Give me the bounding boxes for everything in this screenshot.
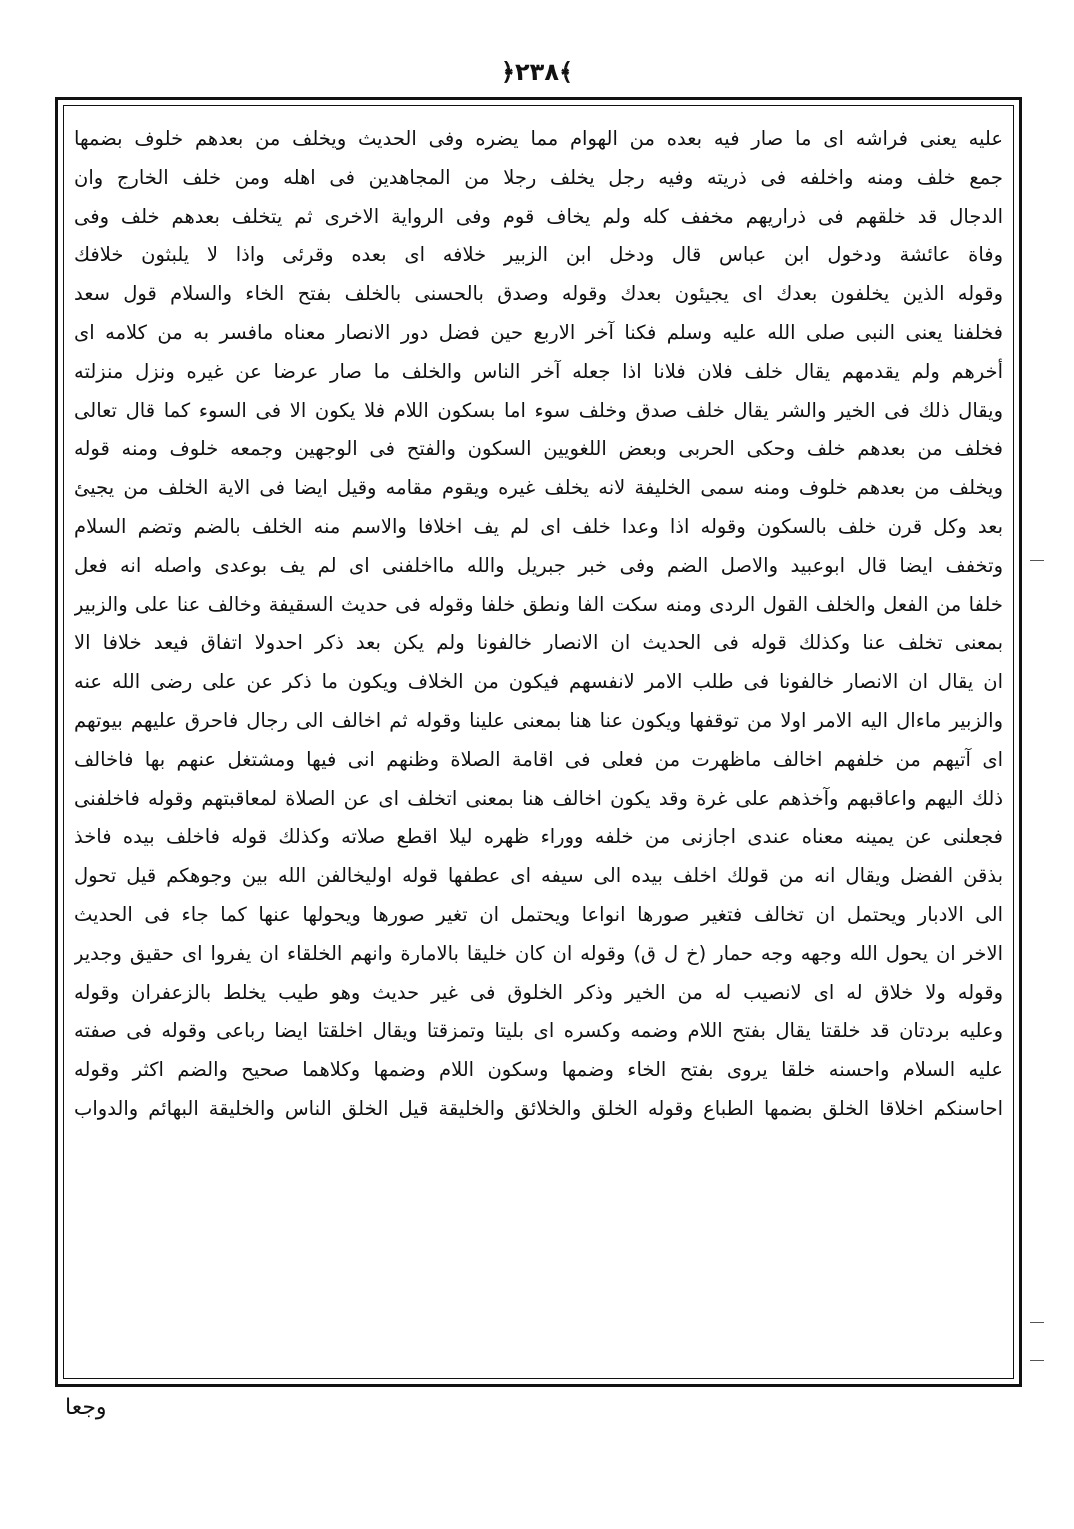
text-line: احاسنكم اخلاقا الخلق بضمها الطباع وقوله الخلق والخلائق والخليقة قيل الخلق الناس والخليقة البهائم والدواب (74, 1096, 1003, 1120)
text-line: خلفا من الفعل والخلف القول الردى ومنه سكت الفا ونطق خلفا وقوله فى حديث السقيفة وخالف عنا على والزبير (74, 592, 1003, 616)
catchword: وجعا (65, 1395, 107, 1420)
text-line: ذلك اليهم واعاقبهم وآخذهم على غرة وقد يكون اخالف هنا بمعنى اتخلف اى عن الصلاة لمعاقبتهم وقوله فاخلفنى (74, 786, 1003, 810)
text-line: عليه يعنى فراشه اى ما صار فيه بعده من الهوام مما يضره وفى الحديث ويخلف من بعدهم خلوف بضمها (74, 127, 1003, 150)
page-number: ﴿٢٣٨﴾ (500, 58, 574, 86)
text-line: بذقن الفضل ويقال انه من قولك اخلف بيده الى سيفه اى عطفها قوله اوليخالفن الله بين وجوهكم قيل تحول (74, 864, 1003, 888)
text-line: بمعنى تخلف عنا وكذلك قوله فى الحديث ان الانصار خالفونا ولم يكن بعد ذكر احدولا اتفاق فيعد خلافا الا (74, 631, 1003, 655)
margin-mark (1030, 1322, 1044, 1323)
text-line: اى آتيهم من خلفهم اخالف ماظهرت من فعلى فى اقامة الصلاة وظنهم انى فيها ومشتغل عنهم بها فاخالف (74, 747, 1003, 771)
text-line: أخرهم ولم يقدمهم يقال خلف فلان فلانا اذا جعله آخر الناس والخلف ما صار عرضا عن غيره ونزل منزلته (74, 359, 1003, 383)
text-line: ويقال ذلك فى الخير والشر يقال خلف صدق وخلف سوء اما بسكون اللام فلا يكون الا فى السوء كما قال تعالى (74, 398, 1003, 422)
text-line: ان يقال ان الانصار خالفونا فى طلب الامر لانفسهم فيكون من الخلاف ويكون ما ذكر عن على رضى الله عنه (74, 670, 1003, 694)
margin-mark (1030, 1360, 1044, 1361)
text-line: الاخر ان يحول الله وجهه وجه حمار (خ ل ق) وقوله ان كان خليقا بالامارة وانهم الخلقاء ان يفروا اى حقيق وجدير (74, 941, 1003, 965)
text-line: جمع خلف ومنه واخلفه فى ذريته وفيه رجل يخلف رجلا من المجاهدين فى اهله ومن خلف الخارج وان (74, 165, 1003, 189)
page-border (55, 97, 1022, 1387)
text-line: وقوله ولا خلاق له اى لانصيب له من الخير وذكر الخلوق فى غير حديث وهو طيب يخلط بالزعفران وقوله (74, 980, 1003, 1004)
text-line: الدجال قد خلقهم فى ذراريهم مخفف كله ولم يخاف قوم وفى الرواية الاخرى ثم يتخلف بعدهم خلف وفى (74, 204, 1003, 228)
text-line: وتخفف ايضا قال ابوعبيد والاصل الضم وفى خبر جبريل والله مااخلفنى اى لم يف بوعدى واصله انه فعل (74, 553, 1003, 577)
text-line: ويخلف من بعدهم خلوف ومنه سمى الخليفة لانه يخلف غيره ويقوم مقامه وقيل ايضا فى الاية الخلف من يجيئ (74, 476, 1003, 500)
margin-mark (1030, 560, 1044, 561)
text-line: وفاة عائشة ودخول ابن عباس قال ودخل ابن الزبير خلافه اى بعده وقرئى واذا لا يلبثون خلافك (74, 243, 1003, 267)
text-line: الى الادبار ويحتمل ان تخالف فتغير صورها انواعا ويحتمل ان تغير صورها ويحولها عنها كما جاء فى الحديث (74, 902, 1003, 926)
text-line: فجعلنى عن يمينه معناه عندى اجازنى من خلفه ووراء ظهره ليلا اقطع صلاته وكذلك قوله فاخلف بيده فاخذ (74, 825, 1003, 849)
text-line: عليه السلام واحسنه خلقا يروى بفتح الخاء وضمها وسكون اللام وضمها وكلاهما صحيح والضم اكثر وقوله (74, 1058, 1003, 1082)
text-line: وقوله الذين يخلفون بعدك اى يجيئون بعدك وقوله وصدق بالحسنى بالخلف بفتح الخاء والسلام قول سعد (74, 282, 1003, 306)
text-line: وعليه بردتان قد خلقتا يقال بفتح اللام وضمه وكسره اى بليتا وتمزقتا ويقال اخلقتا ايضا رباعى وقوله فى صفته (74, 1019, 1003, 1043)
text-block (63, 105, 1014, 1379)
text-line: فخلف من بعدهم خلف وحكى الحربى وبعض اللغويين السكون والفتح فى الوجهين وجمعه خلوف ومنه قوله (74, 437, 1003, 461)
text-line: فخلفنا يعنى النبى صلى الله عليه وسلم فكنا آخر الاربع حين فضل دور الانصار معناه مافسر به من كلامه اى (74, 320, 1003, 344)
text-line: والزبير ماءال اليه الامر اولا من توقفها ويكون عنا هنا بمعنى علينا وقوله ثم اخالف الى رجال فاحرق عليهم بيوتهم (74, 708, 1003, 732)
text-line: بعد وكل قرن خلف بالسكون وقوله اذا وعدا خلف اى لم يف اخلافا والاسم منه الخلف بالضم وتضم السلام (74, 514, 1003, 538)
